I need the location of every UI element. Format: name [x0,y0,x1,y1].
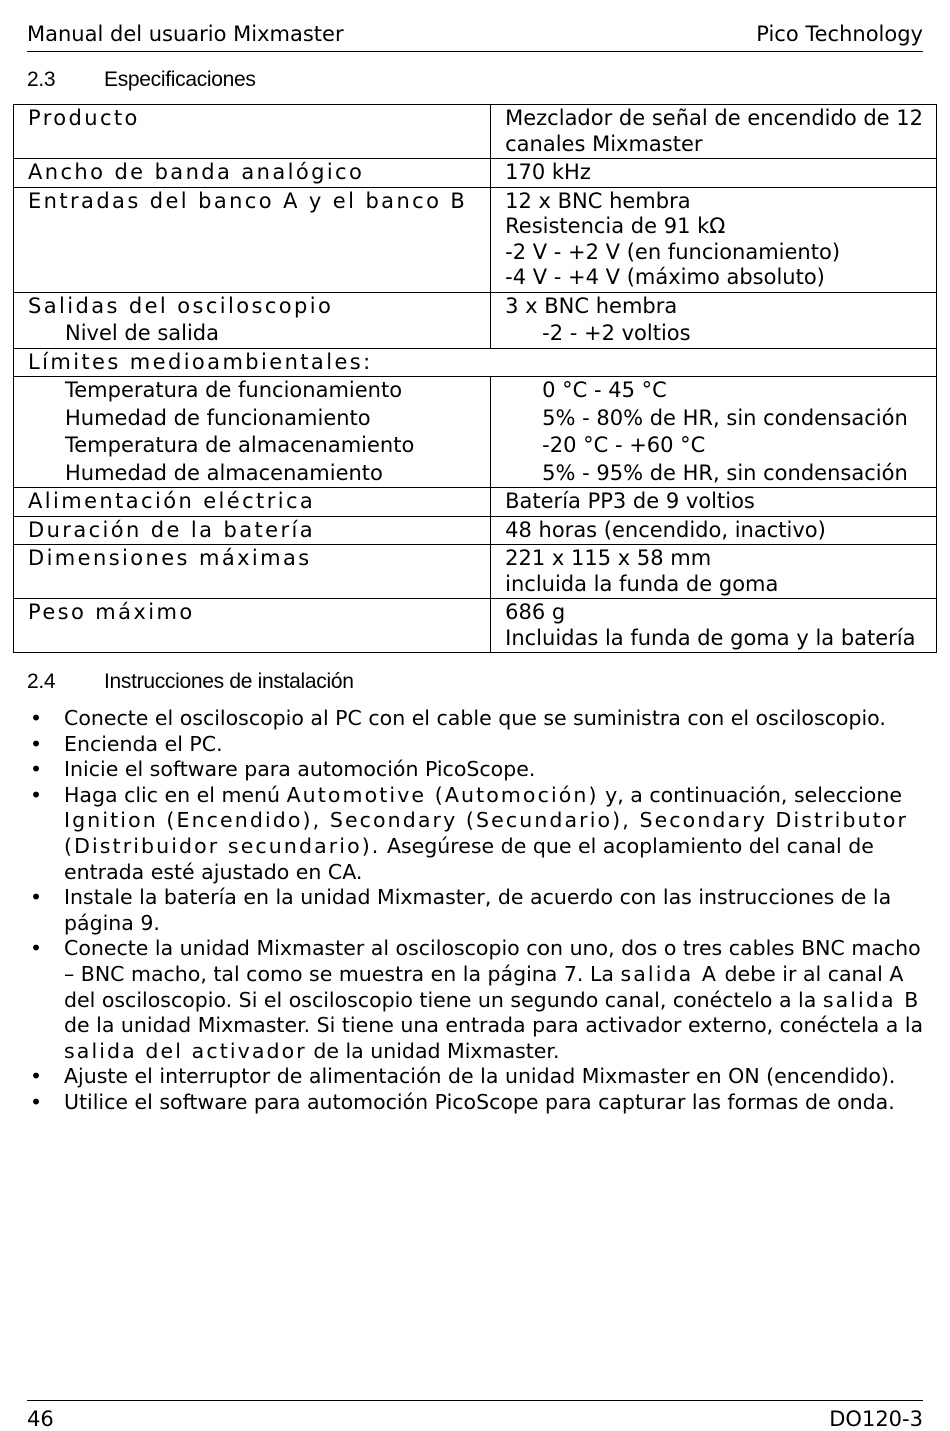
table-row [14,320,937,348]
spec-value [491,432,937,460]
section-number: 2.3 [27,68,56,91]
page-number: 46 [27,1407,54,1431]
spec-label: Temperatura de almacenamiento [14,432,491,460]
installation-steps-list [27,706,927,1116]
spec-label: Humedad de funcionamiento [14,405,491,433]
spec-label: Temperatura de funcionamiento [14,377,491,405]
table-row [14,599,937,653]
spec-value-line: -2 V - +2 V (en funcionamiento) [505,239,841,264]
table-row [14,545,937,599]
list-item [27,1090,927,1116]
section-title-text: Instrucciones de instalación [104,670,354,693]
step-text: Conecte el osciloscopio al PC con el cable que se suministra con el osciloscopio. [64,706,886,730]
list-item [27,936,927,1064]
step-text: Ajuste el interruptor de alimentación de la unidad Mixmaster en ON (encendido). [64,1064,896,1089]
spec-value-line: 3 x BNC hembra [505,293,678,318]
spec-value-line: 686 g [505,600,566,624]
spec-label: Peso máximo [14,599,491,653]
spec-label: Alimentación eléctrica [14,488,491,517]
step-text: Haga clic en el menú [64,782,287,807]
bullet-icon: • [30,731,43,756]
page-header [27,20,923,52]
table-row [14,105,937,159]
spec-value [491,159,937,188]
list-item [27,732,927,758]
table-row [14,488,937,517]
list-item [27,783,927,885]
step-text: debe ir al canal A del osciloscopio. Si el osciloscopio tiene un segundo canal, conéctelo a la [64,961,904,1012]
spec-value-line: Batería PP3 de 9 voltios [505,489,755,513]
section-title-specs [27,68,256,92]
table-row [14,187,937,292]
spec-label: Nivel de salida [14,320,491,348]
list-item [27,757,927,783]
spec-value-line: -2 - +2 voltios [542,321,691,345]
spec-group-label: Límites medioambientales: [14,348,937,377]
table-row [14,348,937,377]
step-text: Inicie el software para automoción PicoScope. [64,757,536,782]
spec-value [491,545,937,599]
step-text: Instale la batería en la unidad Mixmaster, de acuerdo con las instrucciones de la página 9. [64,885,892,935]
bullet-icon: • [30,1089,43,1114]
step-text: de la unidad Mixmaster. Si tiene una entrada para activador externo, conéctela a la [64,1013,924,1038]
bullet-icon: • [30,757,43,782]
spec-value [491,599,937,653]
step-text: de la unidad Mixmaster. [306,1038,560,1063]
step-text: Utilice el software para automoción PicoScope para capturar las formas de onda. [64,1089,895,1114]
spec-value-line: Resistencia de 91 kΩ [505,214,726,238]
spec-label: Dimensiones máximas [14,545,491,599]
table-row [14,460,937,488]
table-row [14,432,937,460]
connector-label: salida A [620,961,719,986]
spec-value [491,460,937,488]
spec-table [13,104,937,653]
spec-value-line: incluida la funda de goma [505,571,779,596]
section-title-install [27,670,354,694]
spec-label: Entradas del banco A y el banco B [14,187,491,292]
step-text: y, a continuación, seleccione [598,782,902,807]
spec-value-line: 48 horas (encendido, inactivo) [505,517,826,542]
spec-value-line: canales Mixmaster [505,131,703,156]
connector-label: salida B [822,987,921,1012]
spec-value [491,405,937,433]
section-number: 2.4 [27,670,56,693]
spec-label: Salidas del osciloscopio [14,292,491,320]
table-row [14,159,937,188]
spec-value-line: 170 kHz [505,160,591,184]
spec-value-line: 0 °C - 45 °C [542,378,667,402]
table-row [14,516,937,545]
spec-value-line: Mezclador de señal de encendido de 12 [505,106,923,130]
spec-value [491,292,937,320]
table-row [14,377,937,405]
spec-label: Producto [14,105,491,159]
spec-value-line: -4 V - +4 V (máximo absoluto) [505,265,825,289]
spec-value [491,187,937,292]
list-item [27,706,927,732]
spec-value [491,488,937,517]
spec-value-line: 5% - 95% de HR, sin condensación [542,460,908,485]
spec-value [491,377,937,405]
spec-value-line: -20 °C - +60 °C [542,433,706,457]
list-item [27,1064,927,1090]
menu-path-text: Automotive (Automoción) [286,782,599,807]
spec-value-line: 221 x 115 x 58 mm [505,546,712,570]
document-code: DO120-3 [829,1407,923,1431]
spec-value-line: 5% - 80% de HR, sin condensación [542,405,908,430]
table-row [14,405,937,433]
step-text: Encienda el PC. [64,731,223,756]
spec-label: Ancho de banda analógico [14,159,491,188]
spec-value-line: 12 x BNC hembra [505,188,691,213]
bullet-icon: • [30,885,43,910]
spec-value [491,105,937,159]
spec-label: Humedad de almacenamiento [14,460,491,488]
menu-path-text: Ignition (Encendido), Secondary (Secundario), Secondary Distributor (Distribuidor secundario). [64,808,908,858]
step-text: Conecte la unidad Mixmaster al osciloscopio con uno, dos o tres cables BNC macho – BNC macho, tal como se muestra en la página 7. La [64,936,921,986]
bullet-icon: • [30,706,43,730]
spec-value [491,320,937,348]
table-row [14,292,937,320]
page-footer [27,1400,923,1431]
list-item [27,885,927,936]
header-company: Pico Technology [756,22,923,46]
spec-label: Duración de la batería [14,516,491,545]
spec-value-line: Incluidas la funda de goma y la batería [505,625,916,650]
bullet-icon: • [30,1064,43,1089]
spec-value [491,516,937,545]
section-title-text: Especificaciones [104,68,256,91]
connector-label: salida del activador [64,1038,307,1063]
bullet-icon: • [30,936,43,961]
step-text: Asegúrese de que el acoplamiento del canal de entrada esté ajustado en CA. [64,833,874,884]
bullet-icon: • [30,782,43,807]
header-manual-title: Manual del usuario Mixmaster [27,22,344,46]
